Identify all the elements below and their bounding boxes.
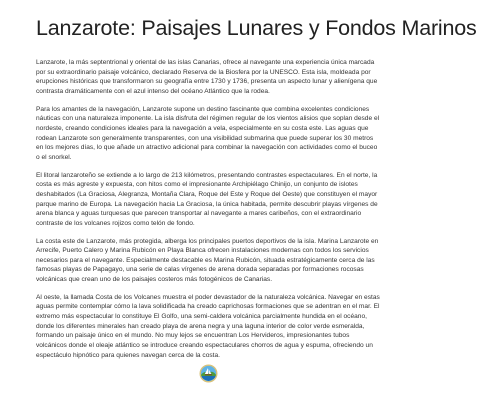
paragraph-east-coast: La costa este de Lanzarote, más protegida, alberga los principales puertos deportivos de la isla. Marina Lanzarote en Arrecife, Puerto Calero y Marina Rubicón en Playa Blanca ofrecen instalaciones modernas con todos los servicios necesarios para el navegante. Especialmente destacable es Marina Rubicón, situada estratégicamente cerca de las famosas playas de Papagayo, una serie de calas vírgenes de arena dorada separadas por formaciones rocosas volcánicas que crean uno de los paisajes costeros más fotogénicos de Canarias. bbox=[36, 237, 379, 284]
sailing-badge-icon bbox=[199, 364, 218, 383]
page-title: Lanzarote: Paisajes Lunares y Fondos Marinos bbox=[36, 16, 477, 40]
paragraph-north-coast: El litoral lanzaroteño se extiende a lo largo de 213 kilómetros, presentando contrastes espectaculares. En el norte, la costa es más agreste y expuesta, con hitos como el impresionante Archipiélago Chinijo, un conjunto de islotes deshabitados (La Graciosa, Alegranza, Montaña Clara, Roque del Este y Roque del Oeste) que constituyen el mayor parque marino de Europa. La navegación hacia La Graciosa, la única habitada, permite descubrir playas vírgenes de arena blanca y aguas turquesas que parecen transportar al navegante a mares caribeños, con el extraordinario contraste de los volcanes rojizos como telón de fondo. bbox=[36, 171, 378, 227]
paragraph-intro: Lanzarote, la más septentrional y oriental de las islas Canarias, ofrece al navegante una experiencia única marcada por su extraordinario paisaje volcánico, declarado Reserva de la Biosfera por la UNESCO. Esta isla, moldeada por erupciones históricas que transformaron su geografía entre 1730 y 1736, presenta un aspecto lunar y alienígena que contrasta dramáticamente con el azul intenso del océano Atlántico que la rodea. bbox=[36, 59, 378, 95]
paragraph-west-coast: Al oeste, la llamada Costa de los Volcanes muestra el poder devastador de la naturaleza volcánica. Navegar en estas aguas permite contemplar cómo la lava solidificada ha creado caprichosas formaciones que se adentran en el mar. El extremo más espectacular lo constituye El Golfo, una semi-caldera volcánica parcialmente hundida en el océano, donde los diferentes minerales han creado playa de arena negra y una laguna interior de color verde esmeralda, formando un paisaje único en el mundo. No muy lejos se encuentran Los Hervideros, impresionantes tubos volcánicos donde el oleaje atlántico se introduce creando espectaculares chorros de agua y espuma, ofreciendo un espectáculo hipnótico para quienes navegan cerca de la costa. bbox=[36, 293, 380, 359]
article-body bbox=[36, 58, 380, 360]
paragraph-navigation: Para los amantes de la navegación, Lanzarote supone un destino fascinante que combina excelentes condiciones náuticas con una naturaleza imponente. La isla disfruta del régimen regular de los vientos alisios que soplan desde el nordeste, creando condiciones ideales para la navegación a vela, especialmente en su costa este. Las aguas que rodean Lanzarote son generalmente transparentes, con una visibilidad submarina que puede superar los 30 metros en los mejores días, lo que añade un atractivo adicional para combinar la navegación con actividades como el buceo o el snorkel. bbox=[36, 105, 380, 161]
